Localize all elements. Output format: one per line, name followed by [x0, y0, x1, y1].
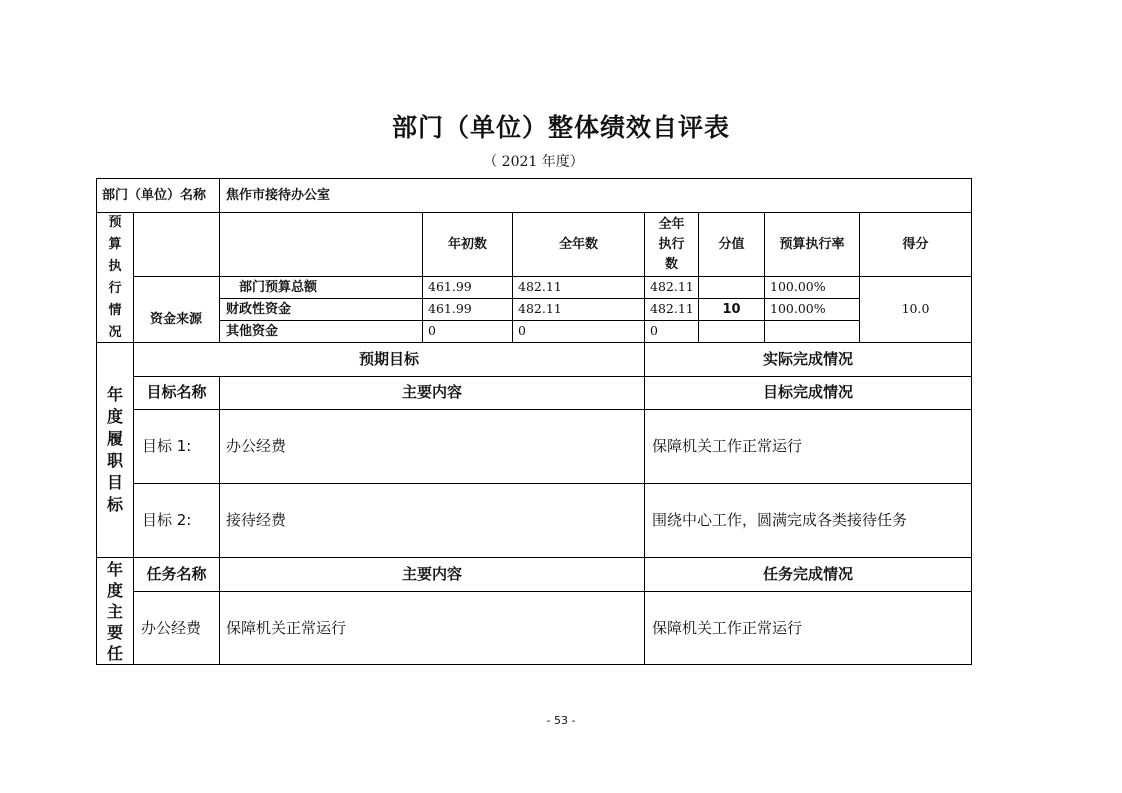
row-fiscal-annual: 482.11 [518, 301, 562, 316]
goal-1-content: 办公经费 [226, 437, 287, 455]
tasks-section-label: 年 度 主 要 任 [106, 559, 123, 663]
goal-2-status: 围绕中心工作，圆满完成各类接待任务 [652, 511, 908, 529]
goal-2-content: 接待经费 [226, 511, 287, 529]
task-1-content: 保障机关正常运行 [226, 619, 347, 637]
actual-completion-header: 实际完成情况 [762, 350, 853, 368]
row-fiscal-initial: 461.99 [428, 301, 472, 316]
source-label: 资金来源 [150, 312, 203, 327]
header-annual: 全年数 [558, 237, 598, 252]
task-status-header: 任务完成情况 [762, 565, 853, 583]
header-weight: 分值 [718, 237, 745, 252]
row-other-initial: 0 [428, 323, 436, 338]
budget-section-label: 预 算 执 行 情 况 [108, 214, 122, 340]
row-fiscal-label: 财政性资金 [226, 302, 292, 317]
goal-2-name: 目标 2: [142, 511, 192, 529]
task-content-header: 主要内容 [401, 565, 462, 583]
dept-name-label: 部门（单位）名称 [102, 188, 207, 203]
row-fiscal-exec: 482.11 [650, 301, 694, 316]
dept-name-value: 焦作市接待办公室 [226, 188, 331, 203]
row-total-exec: 482.11 [650, 279, 694, 294]
task-1-status: 保障机关工作正常运行 [652, 619, 803, 637]
budget-weight: 10 [722, 302, 741, 317]
header-initial: 年初数 [447, 237, 487, 252]
page-number: - 53 - [546, 714, 576, 727]
expected-goal-header: 预期目标 [358, 350, 419, 368]
row-total-rate: 100.00% [770, 279, 826, 294]
header-exec: 全年 执行 数 [658, 216, 685, 272]
header-rate: 预算执行率 [779, 237, 845, 252]
row-total-initial: 461.99 [428, 279, 472, 294]
goal-1-name: 目标 1: [142, 437, 192, 455]
header-score: 得分 [902, 237, 929, 252]
goal-name-header: 目标名称 [146, 383, 207, 401]
row-total-annual: 482.11 [518, 279, 562, 294]
goal-content-header: 主要内容 [401, 383, 462, 401]
row-total-label: 部门预算总额 [239, 280, 318, 295]
task-name-header: 任务名称 [146, 565, 207, 583]
goal-status-header: 目标完成情况 [762, 383, 853, 401]
row-other-annual: 0 [518, 323, 526, 338]
page-title: 部门（单位）整体绩效自评表 [391, 113, 730, 142]
task-1-name: 办公经费 [141, 619, 202, 637]
row-other-exec: 0 [650, 323, 658, 338]
row-fiscal-rate: 100.00% [770, 301, 826, 316]
goal-1-status: 保障机关工作正常运行 [652, 437, 803, 455]
year-label: （ 2021 年度） [483, 154, 584, 170]
budget-score: 10.0 [901, 301, 930, 316]
row-other-label: 其他资金 [226, 324, 279, 339]
goals-section-label: 年 度 履 职 目 标 [106, 385, 123, 514]
